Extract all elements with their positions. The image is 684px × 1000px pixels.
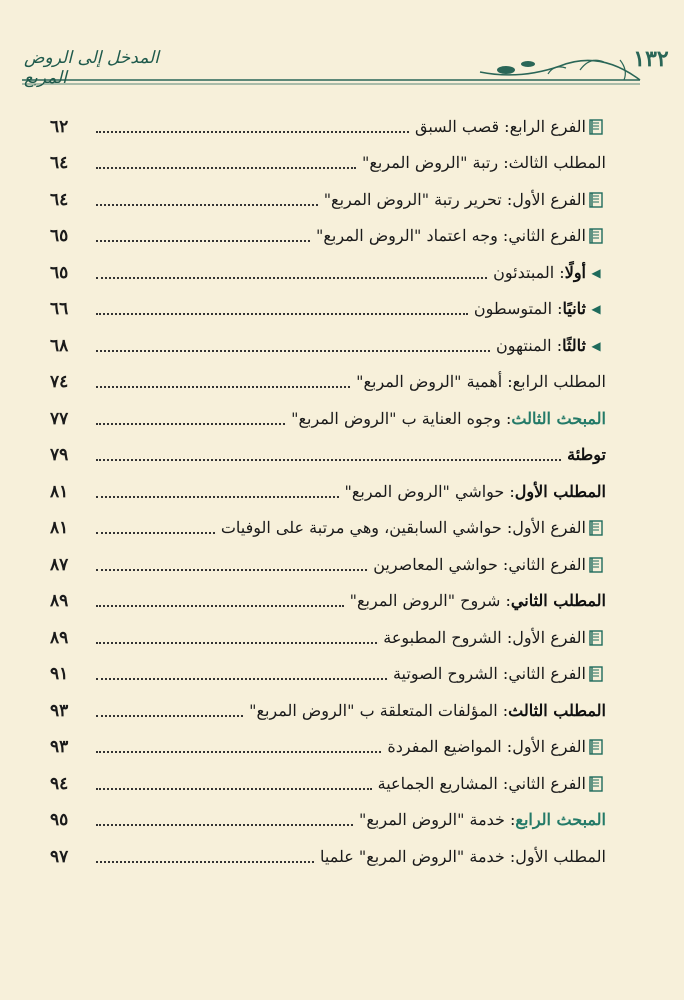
toc-entry-title: : الشروح الصوتية: [392, 664, 509, 683]
dot-leader: [96, 603, 344, 607]
dot-leader: [96, 129, 409, 133]
toc-entry-text: [320, 847, 606, 867]
toc-entry-text: [359, 810, 606, 830]
toc-entry-title: : وجه اعتماد "الروض المربع": [316, 226, 509, 245]
toc-page-number: ٦٢: [50, 116, 69, 137]
toc-page-number: ٩١: [50, 664, 69, 684]
toc-entry-label: المطلب الثالث: [508, 700, 606, 720]
toc-entry-label: المطلب الأول: [515, 846, 606, 866]
book-icon: [586, 737, 606, 757]
toc-entry-label: الفرع الثاني: [508, 773, 586, 793]
toc-entry-label: أولًا: [564, 262, 586, 282]
toc-entry: [50, 137, 606, 174]
dot-leader: [96, 165, 356, 169]
dot-leader: [96, 384, 350, 388]
book-icon: [586, 664, 606, 684]
toc-entry-label: الفرع الأول: [512, 737, 586, 756]
toc-page-number: ٨٧: [50, 554, 69, 575]
toc-page-number: ٨١: [50, 518, 69, 538]
toc-entry-text: [496, 336, 586, 356]
toc-entry-text: [221, 518, 586, 538]
toc-entry-title: : المشاريع الجماعية: [377, 773, 509, 793]
toc-entry-text: [362, 153, 606, 173]
toc-entry-title: : حواشي السابقين، وهي مرتبة على الوفيات: [220, 518, 513, 537]
toc-page-number: ٦٨: [50, 335, 69, 356]
toc-entry: [50, 429, 606, 466]
page-number: ١٣٢: [633, 46, 669, 72]
book-icon: [586, 518, 606, 538]
toc-entry-title: : المبتدئون: [493, 262, 565, 282]
toc-entry-title: : خدمة "الروض المربع": [359, 810, 516, 829]
toc-entry-title: : الشروح المطبوعة: [383, 627, 513, 647]
toc-entry-text: [387, 737, 586, 757]
toc-entry-label: المطلب الثاني: [510, 591, 606, 610]
dot-leader: [96, 822, 353, 826]
toc-entry-label: توطئة: [567, 445, 606, 464]
toc-entry-label: ثانيًا: [562, 299, 586, 318]
toc-page-number: ٦٦: [50, 299, 69, 319]
toc-entry: [50, 392, 606, 429]
toc-entry-label: المبحث الرابع: [515, 810, 606, 829]
toc-entry-text: [291, 409, 606, 429]
dot-leader: [96, 859, 314, 863]
toc-page-number: ٨٩: [50, 627, 69, 648]
dot-leader: [96, 311, 468, 315]
toc-entry-title: : وجوه العناية ب "الروض المربع": [291, 408, 512, 428]
toc-entry-title: : أهمية "الروض المربع": [356, 372, 513, 391]
dot-leader: [96, 202, 318, 206]
toc-page-number: ٧٩: [50, 445, 69, 465]
toc-entry: [50, 319, 606, 356]
toc-entry: [50, 100, 606, 137]
triangle-bullet-icon: ◀: [591, 338, 601, 353]
dot-leader: [96, 238, 310, 242]
toc-entry: [50, 502, 606, 539]
toc-entry-label: الفرع الثاني: [508, 554, 586, 574]
book-icon: [586, 190, 606, 210]
toc-entry-title: : خدمة "الروض المربع" علميا: [320, 846, 516, 866]
toc-entry-label: الفرع الأول: [512, 518, 586, 537]
toc-entry-title: : تحرير رتبة "الروض المربع": [323, 189, 513, 209]
toc-entry-label: الفرع الرابع: [509, 116, 586, 136]
book-icon: [586, 628, 606, 648]
toc-entry-title: : المؤلفات المتعلقة ب "الروض المربع": [249, 700, 509, 720]
toc-entry-title: : رتبة "الروض المربع": [362, 153, 509, 172]
toc-page-number: ٦٥: [50, 262, 69, 283]
page-header: [0, 0, 684, 90]
dot-leader: [96, 530, 215, 534]
toc-entry: [50, 538, 606, 575]
toc-entry-text: [493, 263, 586, 283]
toc-page-number: ٧٧: [50, 408, 69, 429]
dot-leader: [96, 640, 377, 644]
dot-leader: [96, 275, 487, 279]
toc-entry-title: : المنتهون: [496, 335, 563, 355]
toc-entry: [50, 356, 606, 393]
toc-entry: [50, 794, 606, 831]
dot-leader: [96, 786, 372, 790]
toc-entry-text: [324, 190, 586, 210]
toc-entry-label: الفرع الثاني: [508, 226, 586, 245]
toc-entry: [50, 757, 606, 794]
toc-entry-title: : المتوسطون: [473, 299, 563, 318]
toc-entry-label: ثالثًا: [562, 335, 586, 355]
toc-entry-title: : قصب السبق: [415, 116, 510, 136]
toc-page-number: ٩٣: [50, 737, 69, 757]
book-icon: [586, 774, 606, 794]
toc-entry-title: : حواشي المعاصرين: [373, 554, 509, 574]
toc-entry-title: : حواشي "الروض المربع": [344, 481, 515, 501]
dot-leader: [96, 749, 381, 753]
toc-entry-label: المطلب الثالث: [508, 153, 606, 172]
running-head-title: المدخل إلى الروض المربع: [24, 48, 159, 88]
toc-entry: [50, 830, 606, 867]
toc-entry: [50, 684, 606, 721]
dot-leader: [96, 457, 561, 461]
toc-entry-text: [393, 664, 586, 684]
toc-page-number: ٦٤: [50, 189, 69, 210]
toc-entry-label: الفرع الأول: [512, 627, 586, 647]
toc-entry-text: [356, 372, 606, 392]
toc-entry: [50, 575, 606, 612]
toc-entry-title: : المواضيع المفردة: [387, 737, 513, 756]
toc-page-number: ٦٤: [50, 153, 69, 173]
toc-entry-title: : شروح "الروض المربع": [349, 591, 511, 610]
toc-entry: [50, 465, 606, 502]
toc-page-number: ٨٩: [50, 591, 69, 611]
toc-entry: [50, 210, 606, 247]
toc-page-number: ٦٥: [50, 226, 69, 246]
triangle-bullet-icon: ◀: [591, 265, 601, 280]
toc-page-number: ٩٣: [50, 700, 69, 721]
toc-entry-label: المبحث الثالث: [511, 408, 606, 428]
triangle-bullet-icon: ◀: [591, 302, 601, 316]
toc-entry-text: [567, 445, 606, 465]
toc-entry: [50, 173, 606, 210]
toc-page-number: ٩٥: [50, 810, 69, 830]
book-icon: [586, 226, 606, 246]
toc-entry-text: [373, 555, 586, 575]
toc-entry-text: [350, 591, 606, 611]
toc-entry: [50, 611, 606, 648]
toc-entry-label: المطلب الرابع: [512, 372, 606, 391]
toc-entry: [50, 246, 606, 283]
toc-entry: [50, 283, 606, 320]
toc-entry-text: [345, 482, 607, 502]
table-of-contents: [50, 100, 606, 867]
toc-entry-text: [249, 701, 606, 721]
book-icon: [586, 555, 606, 575]
toc-entry-label: الفرع الثاني: [508, 664, 586, 683]
toc-page-number: ٩٤: [50, 773, 69, 794]
toc-entry: [50, 648, 606, 685]
toc-entry-text: [474, 299, 586, 319]
dot-leader: [96, 567, 367, 571]
toc-entry-text: [378, 774, 586, 794]
toc-entry-text: [415, 117, 586, 137]
toc-entry-label: المطلب الأول: [514, 481, 606, 501]
toc-entry-text: [316, 226, 586, 246]
dot-leader: [96, 421, 285, 425]
toc-entry-label: الفرع الأول: [512, 189, 586, 209]
toc-entry: [50, 721, 606, 758]
dot-leader: [96, 494, 339, 498]
dot-leader: [96, 348, 490, 352]
toc-entry-text: [383, 628, 586, 648]
book-icon: [586, 117, 606, 137]
dot-leader: [96, 713, 243, 717]
toc-page-number: ٨١: [50, 481, 69, 502]
dot-leader: [96, 676, 387, 680]
toc-page-number: ٩٧: [50, 846, 69, 867]
toc-page-number: ٧٤: [50, 372, 69, 392]
